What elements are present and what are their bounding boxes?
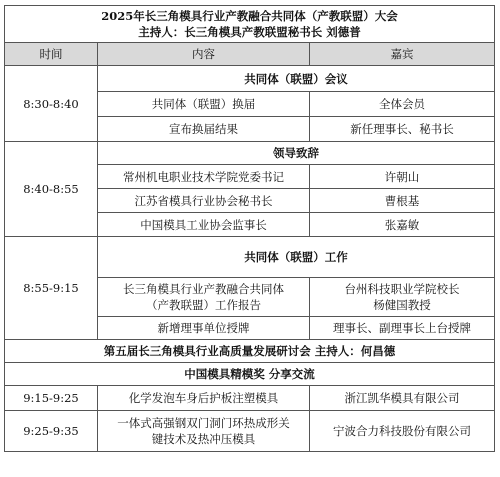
header-content: 内容	[98, 43, 310, 66]
symposium-row	[5, 340, 495, 363]
title-row	[5, 6, 495, 43]
exchange-row	[5, 363, 495, 386]
block3-time: 8:55-9:15	[5, 237, 98, 340]
agenda-title	[5, 6, 495, 43]
table-row	[5, 386, 495, 411]
block2-section: 领导致辞	[98, 142, 495, 165]
block2-row1-guest: 许朝山	[310, 165, 495, 189]
talk1-time: 9:15-9:25	[5, 386, 98, 411]
exchange-title: 中国模具精模奖 分享交流	[5, 363, 495, 386]
block2-row3-content: 中国模具工业协会监事长	[98, 213, 310, 237]
block3-award-content: 新增理事单位授牌	[98, 317, 310, 340]
block3-report-content-line2: （产教联盟）工作报告	[146, 298, 261, 312]
block1-section-row	[5, 66, 495, 92]
block3-report-guest-line2: 杨健国教授	[373, 298, 431, 312]
block1-row1-guest: 全体会员	[310, 92, 495, 117]
block2-row1-content: 常州机电职业技术学院党委书记	[98, 165, 310, 189]
title-line2: 主持人：长三角模具产教联盟秘书长 刘德普	[138, 25, 361, 39]
block1-section: 共同体（联盟）会议	[98, 66, 495, 92]
table-row	[5, 411, 495, 452]
block3-report-guest	[310, 278, 495, 317]
block1-row2-content: 宣布换届结果	[98, 117, 310, 142]
header-row	[5, 43, 495, 66]
header-guest: 嘉宾	[310, 43, 495, 66]
talk2-time: 9:25-9:35	[5, 411, 98, 452]
talk2-guest: 宁波合力科技股份有限公司	[310, 411, 495, 452]
block2-row3-guest: 张嘉敏	[310, 213, 495, 237]
block3-report-content-line1: 长三角模具行业产教融合共同体	[123, 282, 284, 296]
symposium-title: 第五届长三角模具行业高质量发展研讨会 主持人：何昌德	[5, 340, 495, 363]
header-time: 时间	[5, 43, 98, 66]
block3-report-content	[98, 278, 310, 317]
block3-report-guest-line1: 台州科技职业学院校长	[344, 282, 460, 296]
block2-row2-guest: 曹根基	[310, 189, 495, 213]
agenda-table	[4, 5, 495, 452]
block2-section-row	[5, 142, 495, 165]
block1-row2-guest: 新任理事长、秘书长	[310, 117, 495, 142]
block3-section-row	[5, 237, 495, 278]
block2-row2-content: 江苏省模具行业协会秘书长	[98, 189, 310, 213]
talk1-guest: 浙江凯华模具有限公司	[310, 386, 495, 411]
talk2-content-line2: 键技术及热冲压模具	[151, 432, 256, 446]
title-line1: 2025年长三角模具行业产教融合共同体（产教联盟）大会	[101, 9, 398, 23]
talk2-content-line1: 一体式高强钢双门洞门环热成形关	[117, 416, 290, 430]
block1-row1-content: 共同体（联盟）换届	[98, 92, 310, 117]
block2-time: 8:40-8:55	[5, 142, 98, 237]
talk1-content: 化学发泡车身后护板注塑模具	[98, 386, 310, 411]
talk2-content	[98, 411, 310, 452]
block1-time: 8:30-8:40	[5, 66, 98, 142]
block3-award-guest: 理事长、副理事长上台授牌	[310, 317, 495, 340]
block3-section: 共同体（联盟）工作	[98, 237, 495, 278]
